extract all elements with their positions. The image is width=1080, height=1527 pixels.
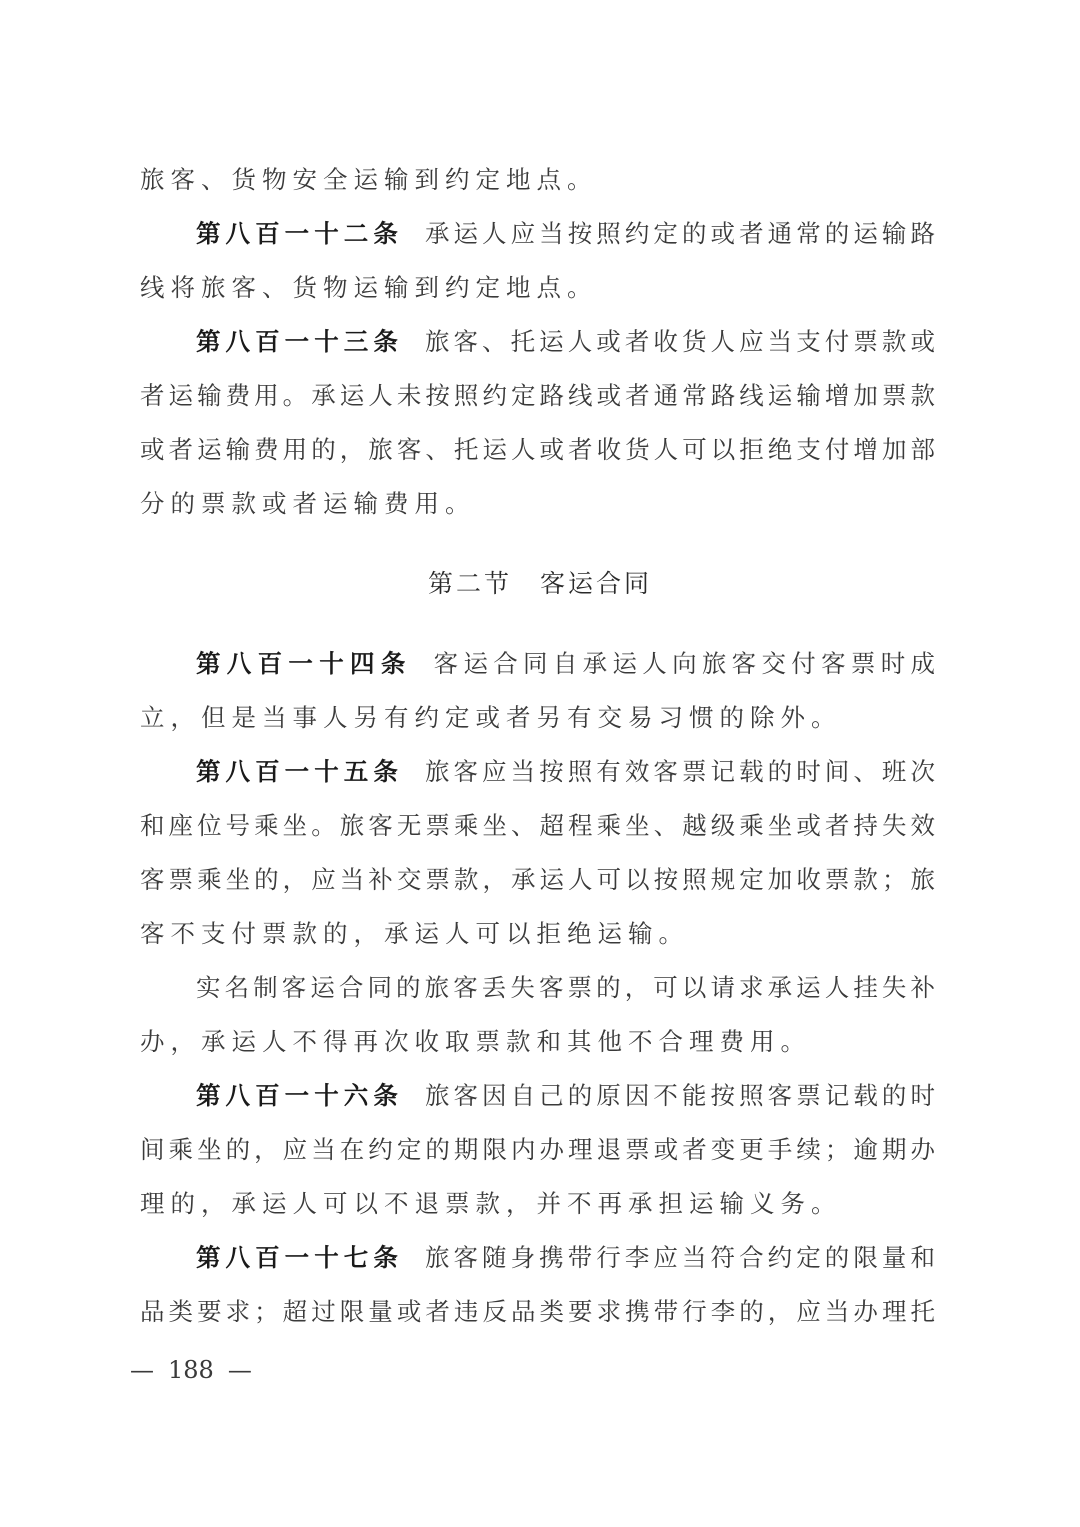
section-heading bbox=[0, 566, 1080, 602]
line-text: 分的票款或者运输费用。 bbox=[140, 489, 476, 518]
line-text: 理的，承运人可以不退票款，并不再承担运输义务。 bbox=[140, 1189, 842, 1218]
text-line bbox=[140, 1024, 935, 1060]
text-line bbox=[140, 162, 935, 198]
article-number: 第八百一十二条 bbox=[196, 219, 403, 248]
article-number: 第八百一十三条 bbox=[196, 327, 403, 356]
text-line bbox=[140, 270, 935, 306]
line-text: 旅客随身携带行李应当符合约定的限量和 bbox=[424, 1243, 935, 1272]
line-text: 线将旅客、货物运输到约定地点。 bbox=[140, 273, 598, 302]
article-line bbox=[196, 754, 935, 790]
article-number: 第八百一十五条 bbox=[196, 757, 403, 786]
line-text: 旅客应当按照有效客票记载的时间、班次 bbox=[424, 757, 935, 786]
text-line bbox=[140, 700, 935, 736]
page-number: 188 bbox=[168, 1356, 214, 1384]
text-line bbox=[140, 862, 935, 898]
line-text: 品类要求；超过限量或者违反品类要求携带行李的，应当办理托 bbox=[140, 1297, 935, 1326]
line-text: 者运输费用。承运人未按照约定路线或者通常路线运输增加票款 bbox=[140, 381, 935, 410]
article-line bbox=[196, 324, 935, 360]
text-line bbox=[140, 432, 935, 468]
article-line bbox=[196, 1240, 935, 1276]
article-line bbox=[196, 216, 935, 252]
line-text: 承运人应当按照约定的或者通常的运输路 bbox=[424, 219, 935, 248]
page-footer bbox=[130, 1352, 252, 1388]
line-text: 和座位号乘坐。旅客无票乘坐、超程乘坐、越级乘坐或者持失效 bbox=[140, 811, 935, 840]
line-text: 旅客因自己的原因不能按照客票记载的时 bbox=[424, 1081, 935, 1110]
text-line bbox=[140, 808, 935, 844]
text-line bbox=[140, 486, 935, 522]
line-text: 旅客、托运人或者收货人应当支付票款或 bbox=[424, 327, 935, 356]
line-text: 客不支付票款的，承运人可以拒绝运输。 bbox=[140, 919, 689, 948]
article-line bbox=[196, 1078, 935, 1114]
article-number: 第八百一十七条 bbox=[196, 1243, 403, 1272]
text-line bbox=[140, 1132, 935, 1168]
article-number: 第八百一十六条 bbox=[196, 1081, 403, 1110]
section-number: 第二节 bbox=[427, 569, 512, 598]
line-text: 旅客、货物安全运输到约定地点。 bbox=[140, 165, 598, 194]
line-text: 实名制客运合同的旅客丢失客票的，可以请求承运人挂失补 bbox=[196, 973, 935, 1002]
line-text: 客票乘坐的，应当补交票款，承运人可以按照规定加收票款；旅 bbox=[140, 865, 935, 894]
text-line bbox=[140, 916, 935, 952]
line-text: 间乘坐的，应当在约定的期限内办理退票或者变更手续；逾期办 bbox=[140, 1135, 935, 1164]
line-text: 客运合同自承运人向旅客交付客票时成 bbox=[433, 649, 936, 678]
line-text: 立，但是当事人另有约定或者另有交易习惯的除外。 bbox=[140, 703, 842, 732]
text-line bbox=[140, 1294, 935, 1330]
footer-dash-left: — bbox=[130, 1356, 154, 1384]
line-text: 办，承运人不得再次收取票款和其他不合理费用。 bbox=[140, 1027, 811, 1056]
footer-dash-right: — bbox=[227, 1356, 252, 1384]
text-line bbox=[140, 378, 935, 414]
article-line bbox=[196, 646, 935, 682]
section-title: 客运合同 bbox=[540, 569, 653, 598]
text-line bbox=[140, 1186, 935, 1222]
line-text: 或者运输费用的，旅客、托运人或者收货人可以拒绝支付增加部 bbox=[140, 435, 935, 464]
article-number: 第八百一十四条 bbox=[196, 649, 412, 678]
text-line bbox=[196, 970, 935, 1006]
